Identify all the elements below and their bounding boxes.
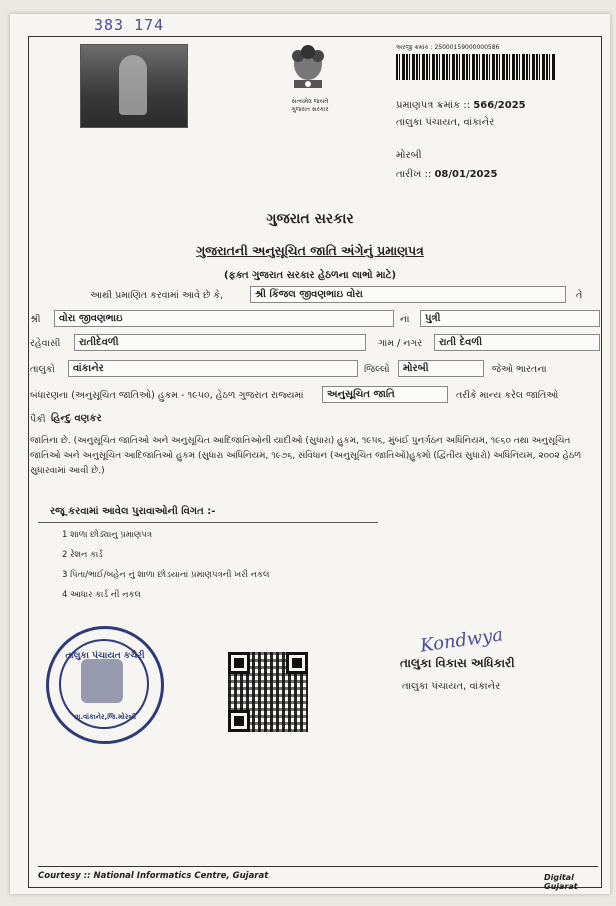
document-item: 3 પિતા/ભાઈ/બહેન નું શાળા છોડયાનાં પ્રમાણપત્રની ખરી નકલ <box>62 570 270 580</box>
village-label: ગામ / નગર <box>378 338 423 349</box>
district-name: મોરબી <box>396 150 422 161</box>
resident-field: રાતીદેવળી <box>74 334 366 351</box>
handwritten-number: 383 174 <box>94 16 165 34</box>
qr-code <box>228 652 308 732</box>
resident-label: રહેવાસી <box>30 338 61 349</box>
date-label: તારીખ <box>396 169 422 180</box>
official-seal-stamp <box>46 626 164 744</box>
na-text: ના <box>400 314 410 325</box>
govt-heading: ગુજરાત સરકાર <box>266 211 354 227</box>
barcode-block <box>396 44 556 80</box>
emblem-govt: ગુજરાત સરકાર <box>291 106 329 113</box>
document-item: 2 રેશન કાર્ડ <box>62 550 103 560</box>
intro-text: આથી પ્રમાણિત કરવામાં આવે છે કે, <box>90 290 224 301</box>
cert-no-label: પ્રમાણપત્ર ક્રમાંક <box>396 100 461 111</box>
shri-label: શ્રી <box>30 314 41 325</box>
officer-office: તાલુકા પંચાયત, વાંકાનેર <box>402 681 501 692</box>
documents-title: રજૂ કરવામાં આવેલ પુરાવાઓની વિગત :- <box>50 506 216 517</box>
certificate-title: ગુજરાતની અનુસૂચિત જાતિ અંગેનું પ્રમાણપત્ર <box>196 243 424 258</box>
certificate-meta: પ્રમાણપત્ર ક્રમાંક :: 566/2025 તાલુકા પંચાયત, વાંકાનેર મોરબી તારીખ :: 08/01/2025 <box>396 100 526 180</box>
taluka-label: તાલુકો <box>30 364 55 375</box>
caste-type-field: અનુસૂચિત જાતિ <box>322 386 448 403</box>
issuing-office: તાલુકા પંચાયત, વાંકાનેર <box>396 117 495 128</box>
emblem-caption <box>265 98 355 114</box>
emblem-motto: સત્યમેવ જયતે <box>291 98 329 105</box>
peta-label: પૈકી <box>30 414 46 425</box>
legal-paragraph: જાતિના છે. (અનુસૂચિત જાતિઓ અને અનુસૂચિત આદિજાતિઓની યાદીઓ (સુધારા) હુકમ, ૧૯૫૬, મુંબઈ પુનર્ગઠન અધિનિયમ, ૧૯૬૦ તથા અનુસૂચિત જાતિઓ અને અનુસૂચિત આદિજાતિઓ હુકમ (સુધારા અધિનિયમ, ૧૯૭૬, સંવિધાન (અનુસૂચિત જાતિઓ)હુકમો (દ્વિતીય સુધારો) અધિનિયમ, ૨૦૦૨ હેઠળ સુધારવામાં આવી છે.) <box>30 436 582 476</box>
certificate-page <box>10 14 610 894</box>
constitution-text: બંધારણના (અનુસૂચિત જાતિઓ) હુકમ - ૧૯૫૦, હેઠળ ગુજરાત રાજ્યમાં <box>30 390 304 401</box>
document-item: 4 આધાર કાર્ડ ની નકલ <box>62 590 141 600</box>
taluka-field: વાંકાનેર <box>68 360 358 377</box>
district-field: મોરબી <box>398 360 484 377</box>
te-text: તે <box>576 290 583 301</box>
national-emblem-icon <box>280 36 336 96</box>
date-value: 08/01/2025 <box>434 169 498 180</box>
footer-brand: Digital Gujarat <box>544 873 578 891</box>
applicant-photo <box>80 44 188 128</box>
applicant-name-field: શ્રી કિંજલ જીવણભાઇ વોરા <box>250 286 566 303</box>
cert-no-value: 566/2025 <box>473 100 526 111</box>
document-item: 1 શાળા છોડ્યાનુ પ્રમાણપત્ર <box>62 530 153 540</box>
application-number: અરજી ક્રમાંક : 25000159000000586 <box>396 44 500 51</box>
barcode <box>396 54 556 80</box>
jeo-text: જેઓ ભારતના <box>492 364 547 375</box>
footer-courtesy: Courtesy :: National Informatics Centre, Gujarat <box>38 871 269 881</box>
village-field: રાતી દેવળી <box>434 334 600 351</box>
seal-top-text: તાલુકા પંચાયત કચેરી <box>65 651 145 661</box>
footer-divider <box>38 866 598 867</box>
signature: Kondwya <box>418 624 505 657</box>
certificate-subtitle: (ફક્ત ગુજરાત સરકાર હેઠળના લાભો માટે) <box>223 270 397 281</box>
tarike-text: તરીકે માન્ય કરેલ જાતિઓ <box>456 390 559 401</box>
district-label: જિલ્લો <box>364 364 390 375</box>
documents-divider <box>38 522 378 523</box>
caste-field: હિન્દુ વણકર <box>51 413 102 424</box>
relation-field: પુત્રી <box>420 310 600 327</box>
officer-title: તાલુકા વિકાસ અધિકારી <box>400 656 515 670</box>
seal-bottom-text: તા.વાંકાનેર,જિ.મોરબી <box>73 713 137 721</box>
father-name-field: વોરા જીવણભાઇ <box>54 310 394 327</box>
